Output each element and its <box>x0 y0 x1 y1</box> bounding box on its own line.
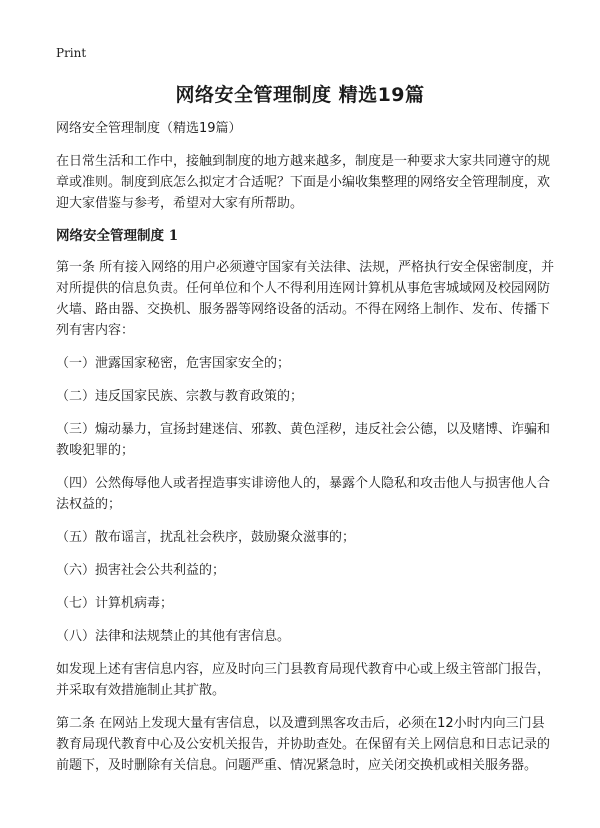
list-item: （五）散布谣言，扰乱社会秩序，鼓励聚众滋事的； <box>56 530 356 545</box>
list-item: （三）煽动暴力，宣扬封建迷信、邪教、黄色淫秽，违反社会公德，以及赌博、诈骗和教唆犯罪的； <box>56 422 551 458</box>
report-paragraph: 如发现上述有害信息内容，应及时向三门县教育局现代教育中心或上级主管部门报告，并采取有效措施制止其扩散。 <box>56 662 551 698</box>
list-item: （六）损害社会公共利益的； <box>56 563 226 578</box>
list-item: （一）泄露国家秘密，危害国家安全的； <box>56 356 291 371</box>
intro-paragraph: 在日常生活和工作中，接触到制度的地方越来越多，制度是一种要求大家共同遵守的规章或准则。制度到底怎么拟定才合适呢？下面是小编收集整理的网络安全管理制度，欢迎大家借鉴与参考，希望对大家有所帮助。 <box>56 154 551 211</box>
document-body <box>56 118 556 788</box>
section-heading: 网络安全管理制度 1 <box>56 228 179 244</box>
article-1-paragraph: 第一条 所有接入网络的用户必须遵守国家有关法律、法规，严格执行安全保密制度，并对所提供的信息负责。任何单位和个人不得利用连网计算机从事危害城域网及校园网防火墙、路由器、交换机、服务器等网络设备的活动。不得在网络上制作、发布、传播下列有害内容： <box>56 260 555 338</box>
list-item: （七）计算机病毒； <box>56 596 174 611</box>
list-item: （四）公然侮辱他人或者捏造事实诽谤他人的，暴露个人隐私和攻击他人与损害他人合法权益的； <box>56 476 551 512</box>
print-link[interactable]: Print <box>56 46 87 60</box>
article-2-paragraph: 第二条 在网站上发现大量有害信息，以及遭到黑客攻击后，必须在12小时内向三门县教育局现代教育中心及公安机关报告，并协助查处。在保留有关上网信息和日志记录的前题下，及时删除有关信息。问题严重、情况紧急时，应关闭交换机或相关服务器。 <box>56 716 551 773</box>
list-item: （二）违反国家民族、宗教与教育政策的； <box>56 389 304 404</box>
page-title: 网络安全管理制度 精选19篇 <box>175 84 425 106</box>
document-subtitle: 网络安全管理制度（精选19篇） <box>56 121 242 136</box>
list-item: （八）法律和法规禁止的其他有害信息。 <box>56 629 291 644</box>
